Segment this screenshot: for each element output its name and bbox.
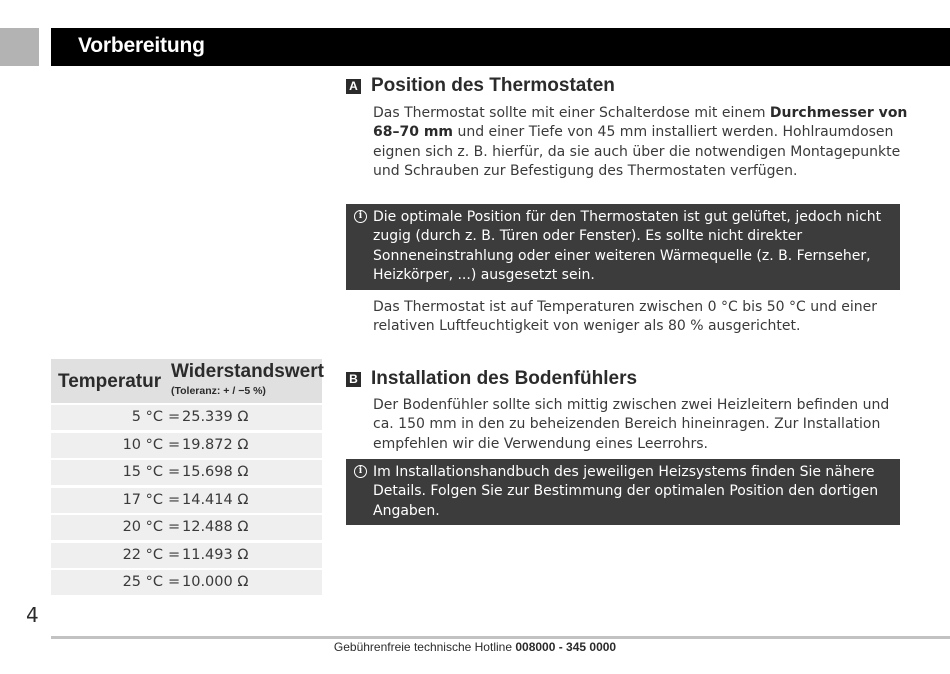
table-cell-equals: = xyxy=(168,519,181,535)
column-header-tolerance: (Toleranz: + / −5 %) xyxy=(171,385,266,397)
section-b-paragraph-1: Der Bodenfühler sollte sich mittig zwischen zwei Heizleitern befinden und ca. 150 mm in den zu beheizenden Bereich hineinragen. Zur Installation empfehlen wir die Verwendung eines Leerrohrs. xyxy=(373,397,890,452)
column-header-resistance: Widerstandswert xyxy=(171,361,324,382)
header-bar xyxy=(51,28,950,66)
footer-hotline-number: 008000 - 345 0000 xyxy=(515,640,617,654)
section-a-paragraph-2: Das Thermostat ist auf Temperaturen zwischen 0 °C bis 50 °C und einer relativen Luftfeuchtigkeit von weniger als 80 % ausgerichtet. xyxy=(373,299,878,335)
section-b-title: Installation des Bodenfühlers xyxy=(371,368,638,389)
section-a-text-2: und einer Tiefe von 45 mm installiert werden. Hohlraumdosen eignen sich z. B. hierfür, da sie auch über die notwendigen Montagepunkte und Schrauben zur Befestigung des Thermostaten verfügen. xyxy=(373,124,901,180)
table-cell-temperature: 20 °C xyxy=(122,519,163,535)
table-row xyxy=(51,515,322,540)
column-header-temperature: Temperatur xyxy=(58,371,162,392)
section-b-note-text: Im Installationshandbuch des jeweiligen Heizsystems finden Sie nähere Details. Folgen Sie zur Bestimmung der optimalen Position den dortigen Angaben. xyxy=(373,464,879,519)
table-cell-temperature: 5 °C xyxy=(131,409,163,425)
table-row xyxy=(51,433,322,458)
table-cell-equals: = xyxy=(168,409,181,425)
section-b-heading xyxy=(346,368,637,390)
page-number: 4 xyxy=(26,603,39,627)
table-cell-temperature: 17 °C xyxy=(122,491,163,508)
table-cell-temperature: 10 °C xyxy=(122,436,163,453)
table-row xyxy=(51,543,322,568)
section-a-title: Position des Thermostaten xyxy=(371,75,615,96)
footer-divider xyxy=(51,636,950,639)
section-a-info-note xyxy=(346,204,900,290)
section-a-text-1: Das Thermostat sollte mit einer Schalterdose mit einem xyxy=(373,105,766,121)
section-a-heading xyxy=(346,75,615,97)
side-tab-marker xyxy=(0,28,39,66)
section-a-letter: A xyxy=(346,79,361,94)
table-cell-resistance: 15.698 Ω xyxy=(182,464,249,480)
table-cell-equals: = xyxy=(168,574,181,590)
section-a-note-text: Die optimale Position für den Thermostaten ist gut gelüftet, jedoch nicht zugig (durch z. B. Türen oder Fenster). Es sollte nicht direkter Sonneneinstrahlung oder einer weiteren Wärmequelle (z. B. Fernseher, Heizkörper, ...) ausgesetzt sein. xyxy=(373,209,882,284)
info-icon: i xyxy=(354,210,367,223)
section-a-bold-diameter: Durchmesser von 68–70 mm xyxy=(373,105,908,141)
table-row xyxy=(51,570,322,595)
table-cell-resistance: 12.488 Ω xyxy=(182,519,249,535)
table-cell-equals: = xyxy=(168,464,181,480)
table-cell-equals: = xyxy=(168,491,181,508)
table-cell-temperature: 22 °C xyxy=(122,546,163,563)
table-cell-resistance: 19.872 Ω xyxy=(182,436,249,453)
table-cell-temperature: 25 °C xyxy=(122,574,163,590)
table-row xyxy=(51,460,322,485)
table-cell-equals: = xyxy=(168,436,181,453)
table-cell-temperature: 15 °C xyxy=(122,464,163,480)
table-header xyxy=(51,359,322,403)
section-b-letter: B xyxy=(346,372,361,387)
table-body xyxy=(51,405,322,595)
table-row xyxy=(51,405,322,430)
table-cell-resistance: 14.414 Ω xyxy=(182,491,249,508)
footer xyxy=(0,640,950,654)
section-b-info-note xyxy=(346,459,900,525)
page-title: Vorbereitung xyxy=(78,34,205,57)
footer-hotline-label: Gebührenfreie technische Hotline xyxy=(333,640,512,654)
table-cell-resistance: 11.493 Ω xyxy=(182,546,249,563)
table-cell-equals: = xyxy=(168,546,181,563)
section-a-paragraph-1 xyxy=(373,104,908,182)
info-icon: i xyxy=(354,465,367,478)
table-cell-resistance: 25.339 Ω xyxy=(182,409,249,425)
resistance-table xyxy=(51,359,322,595)
table-cell-resistance: 10.000 Ω xyxy=(182,574,249,590)
table-row xyxy=(51,488,322,513)
